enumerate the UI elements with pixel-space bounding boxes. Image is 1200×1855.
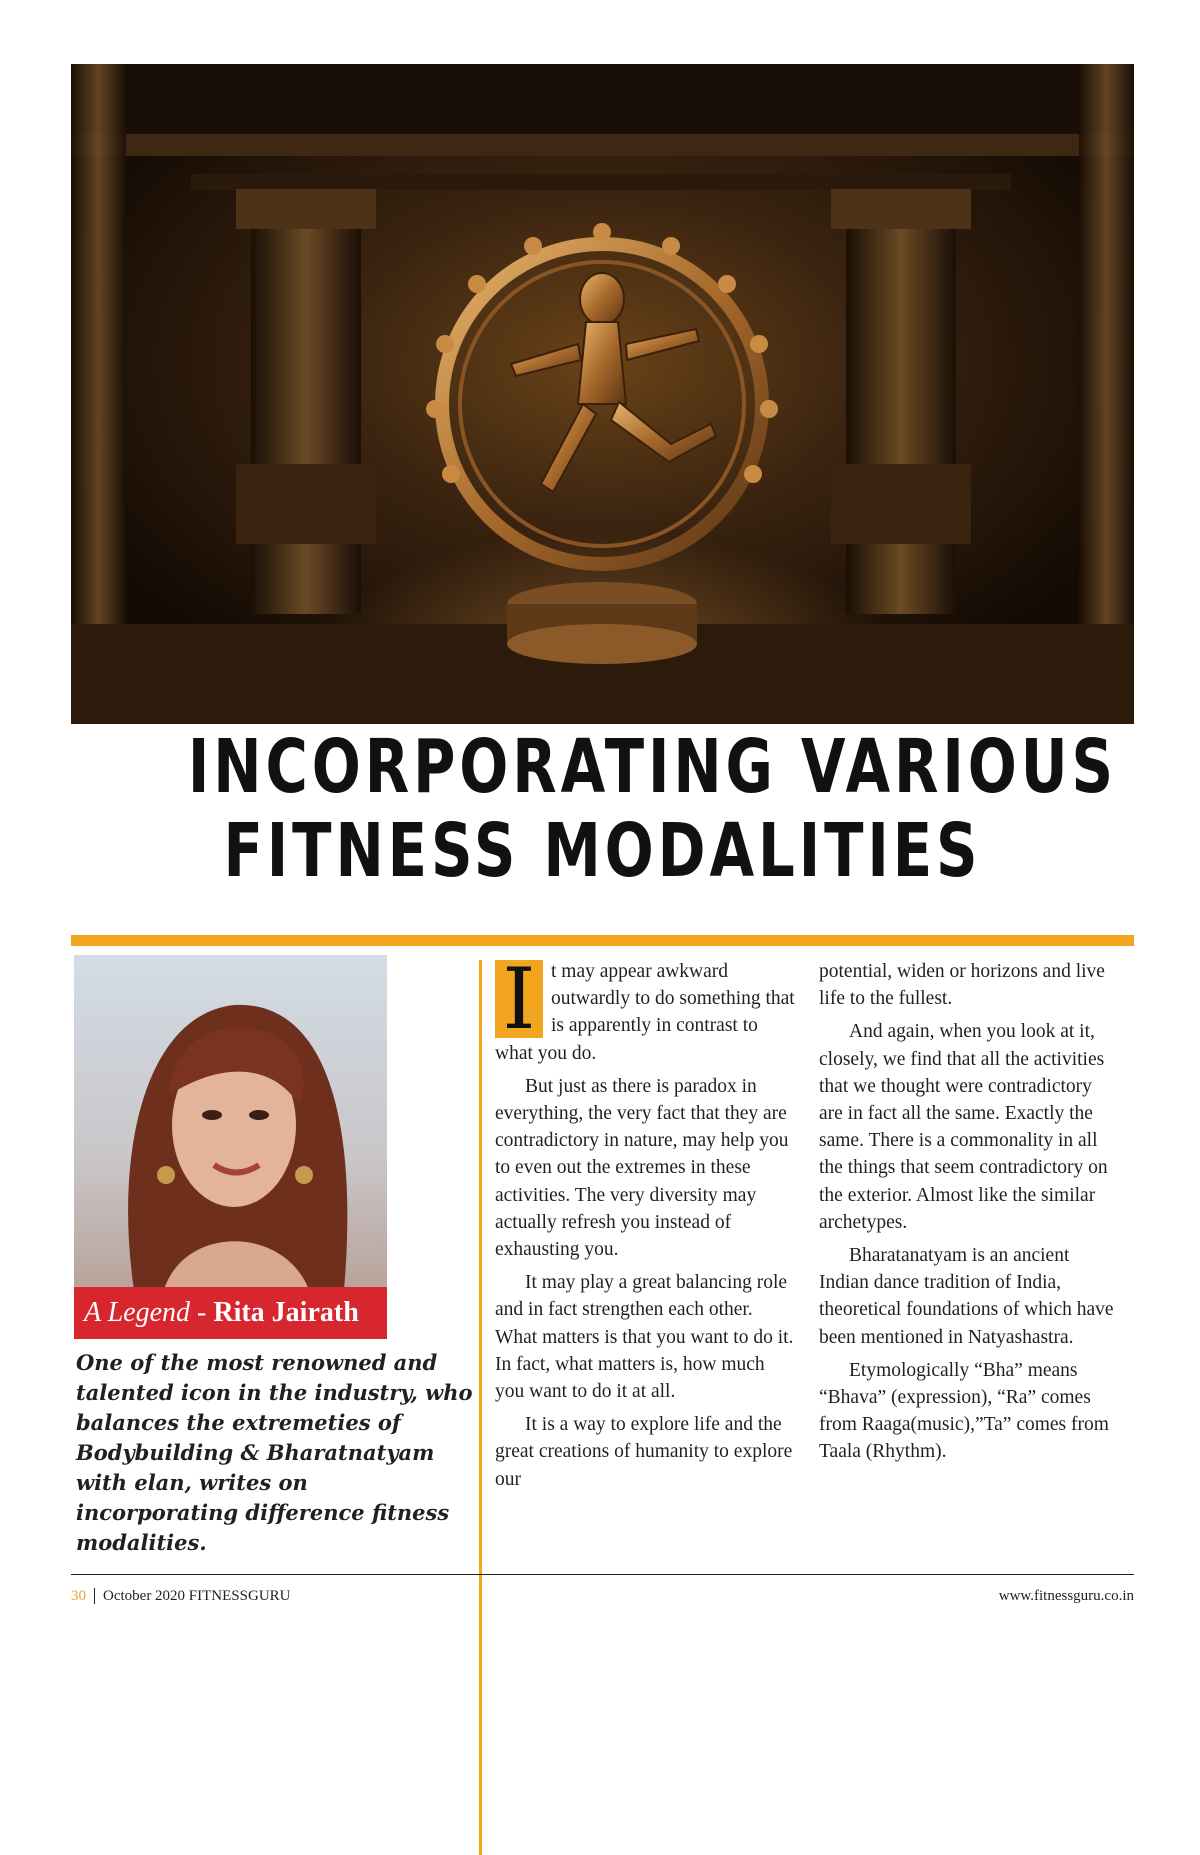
paragraph: It is a way to explore life and the great creations of humanity to explore our [495, 1414, 793, 1490]
footer-left [71, 1583, 291, 1609]
author-caption [74, 1287, 387, 1339]
author-intro: One of the most renowned and talented icon in the industry, who balances the extremeties of Bodybuilding & Bharatnatyam with elan, writes on incorporating difference fitness modalities. [76, 1350, 473, 1555]
body-column-2 [819, 958, 1119, 1472]
body-column-1 [495, 950, 795, 1499]
article-headline [187, 724, 1117, 894]
paragraph: Etymologically “Bha” means “Bhava” (expression), “Ra” comes from Raaga(music),”Ta” comes from Taala (Rhythm). [819, 1359, 1109, 1463]
nataraja-statue-illustration [71, 64, 1134, 724]
dropcap [495, 950, 543, 1048]
caption-lead: A Legend - [84, 1297, 214, 1328]
paragraph: It may play a great balancing role and in fact strengthen each other. What matters is that you want to do it. In fact, what matters is, how much you want to do it at all. [495, 1272, 794, 1403]
dropcap-letter: I [502, 950, 536, 1048]
website-link[interactable]: www.fitnessguru.co.in [998, 1588, 1134, 1604]
headline-line-1: INCORPORATING VARIOUS [187, 724, 1117, 810]
paragraph: potential, widen or horizons and live life to the fullest. [819, 961, 1105, 1010]
issue-label: October 2020 FITNESSGURU [103, 1588, 291, 1604]
page-number: 30 [71, 1588, 95, 1604]
paragraph: Bharatanatyam is an ancient Indian dance tradition of India, theoretical foundations of which have been mentioned in Natyashastra. [819, 1245, 1114, 1348]
paragraph: And again, when you look at it, closely, we find that all the activities that we thought were contradictory are in fact all the same. Exactly the same. There is a commonality in all the things that seem contradictory on the exterior. Almost like the similar archetypes. [819, 1021, 1108, 1233]
hero-image [71, 64, 1134, 724]
column-rule [479, 960, 482, 1855]
author-photo [74, 955, 387, 1290]
footer-divider [71, 1574, 1134, 1575]
author-portrait-illustration [74, 955, 387, 1290]
paragraph [495, 950, 795, 1067]
paragraph-text: t may appear awkward outwardly to do something that is apparently in contrast to what you do. [495, 961, 795, 1064]
headline-divider [71, 935, 1134, 946]
author-name: Rita Jairath [213, 1297, 359, 1328]
paragraph: But just as there is paradox in everything, the very fact that they are contradictory in nature, may help you to even out the extremes in these activities. The very diversity may actually refresh you instead of exhausting you. [495, 1075, 789, 1261]
headline-line-2: FITNESS MODALITIES [223, 808, 982, 894]
